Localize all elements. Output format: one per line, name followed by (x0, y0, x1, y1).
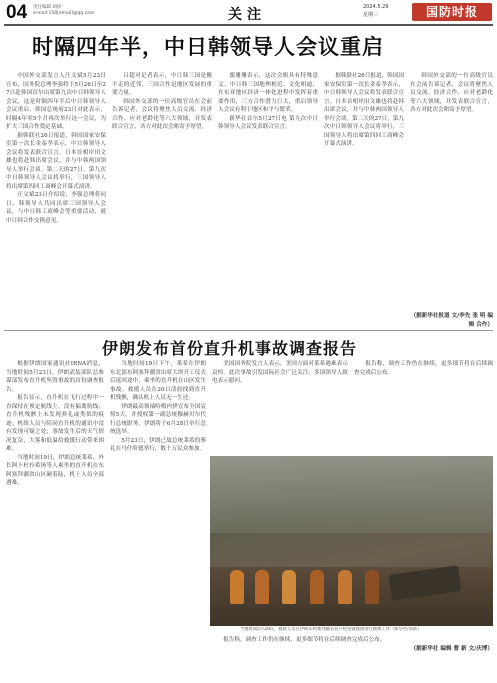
article2-column-3 (212, 360, 348, 452)
editor-email: e-mail:158[email]@qq.com (33, 11, 95, 16)
article1-column-5 (410, 72, 493, 312)
article2-column-2 (110, 360, 206, 678)
article1-paragraph: 韩国外交部的一位高级官员在会前告诉记者，会议将聚焦人员交流、经济合作、应对老龄化等六大领域，并发表联合宣言，各方对此次会晤寄予厚望。 (410, 73, 493, 113)
article2-paragraph: 5月23日，伊朗已故总统莱希的葬礼在马什哈德举行，数十万民众参加。 (110, 437, 206, 452)
article2-paragraph: 报告称，调查工作仍在继续，更多细节将在后续调查完成后公布。 (354, 361, 493, 376)
header-rule (4, 24, 493, 26)
news-photo (210, 456, 493, 626)
article2-paragraph: 当地时间19日，伊朗总统莱希、外长阿卜杜拉希扬等人乘坐的直升机在东阿塞拜疆省山区硬着陆，机上人员全部遇难。 (6, 454, 104, 486)
article2-continuation (212, 636, 493, 678)
article2-paragraph: 美国国务院发言人表示，美国方面对莱希遇难表示哀悼。此次事故引发国际社会广泛关注，多国领导人致电表示慰问。 (212, 361, 348, 384)
article2-paragraph: 当地时间19日下午，莱希在伊朗东北部东阿塞拜疆省出席大坝开工仪式后返回途中，乘坐的直升机在山区发生事故。救援人员在20日清晨找到直升机残骸，确认机上人员无一生还。 (110, 361, 206, 401)
article2-paragraph: 根据伊朗国家通讯社IRNA消息，当地时间5月23日，伊朗武装部队总参谋部发布直升机坠毁事故的首份调查报告。 (6, 361, 104, 393)
article1-headline: 时隔四年半，中日韩领导人会议重启 (32, 34, 384, 59)
article2-column-1 (6, 360, 104, 678)
article1-column-1 (6, 72, 106, 320)
article1-byline: （据新华社报道 文/李先 张 明 编辑 合作） (410, 313, 493, 328)
article2-column-4 (354, 360, 493, 452)
rescuer-figure (338, 570, 352, 604)
editor-line: 责任编辑 胡扬 (33, 5, 62, 10)
page-header (0, 0, 497, 26)
article2-headline: 伊朗发布首份直升机事故调查报告 (102, 339, 358, 358)
article1-paragraph: 据韩联社26日报道，韩国国家安保室第一次长金泰孝表示，中日韩领导人会议将发表联合宣言。日本首相岸田文雄也将赴韩出席会议，并与中韩两国领导人举行会谈。第二天的27日，第九次中日韩领导人会议将举行，三国领导人将出席第四回工商峰会开幕式演讲。 (6, 132, 106, 190)
issue-weekday: 星期三 (363, 12, 379, 18)
article2-paragraph: 报告显示，直升机在飞行过程中一直保持在预定航线上，没有偏离航线；直升机残骸上未发现弹孔或类似的痕迹；机组人员与陪同直升机的通讯中没有发现可疑之处；事故发生后的天气情况复杂，大雾和低温给救援行动带来困难。 (6, 395, 104, 452)
article1-paragraph: 韩国外交部的一位高级官员在会前告诉记者，会议将聚焦人员交流、经济合作、应对老龄化等六大领域，并发表联合宣言，各方对此次会晤寄予厚望。 (112, 98, 212, 130)
article1-column-4 (324, 72, 404, 320)
rescuer-figure (282, 570, 296, 604)
article2-paragraph: 报告称，调查工作仍在继续，更多细节将在后续调查完成后公布。 (223, 637, 386, 643)
article2-byline: （据新华社 编辑 曹 新 文/庆博） (410, 645, 493, 652)
article1-paragraph: 鄢珊珊表示，这次会晤具有特殊意义。中日韩三国地理相近、文化相通，在东亚地区经济一体化进程中发挥着重要作用，三方合作潜力巨大，重启领导人会议有利于地区和平与繁荣。 (218, 73, 318, 113)
page-number: 04 (6, 2, 28, 23)
article1-column-3 (218, 72, 318, 320)
article1-column-2 (112, 72, 212, 320)
rescuer-figure (365, 570, 379, 604)
section-title: 关注 (228, 7, 266, 23)
rescuer-figure (230, 570, 244, 604)
issue-date: 2024.5.29 (363, 4, 389, 10)
article2-paragraph: 伊朗最高领袖哈梅内伊宣布全国哀悼5天，并授权第一副总统穆赫贝尔代行总统职务。伊朗将于6月28日举行总统选举。 (110, 403, 206, 435)
masthead-logo: 国防时报 (412, 3, 492, 21)
photo-caption: 当地时间5月20日，救援人员在伊朗东阿塞拜疆省直升机坠毁现场进行救援工作（新华社/法新） (240, 627, 422, 632)
article-divider (4, 330, 493, 331)
article1-paragraph: 据韩联社26日报道，韩国国家安保室第一次长金泰孝表示，中日韩领导人会议将发表联合宣言。日本首相岸田文雄也将赴韩出席会议，并与中韩两国领导人举行会谈。第二天的27日，第九次中日韩领导人会议将举行，三国领导人将出席第四回工商峰会开幕式演讲。 (324, 73, 404, 147)
article1-paragraph: 新华社首尔5月27日电 第九次中日韩领导人会议发表联合宣言。 (218, 115, 318, 130)
rescuer-figure (255, 570, 269, 604)
rescuer-figure (310, 570, 324, 604)
photo-sky (210, 456, 493, 533)
article1-paragraph: 吕超对记者表示，中日韩三国是搬不走的近邻，三国合作是地区发展的重要力量。 (112, 73, 212, 96)
article1-paragraph: 汪文斌23日介绍说，李强总理将同日、韩领导人共同出席三国领导人会议，与中日韩工商峰会等重要活动，就中日韩合作交换意见。 (6, 192, 106, 224)
article1-paragraph: 中国外交部发言人汪文斌5月23日宣布，国务院总理李强将于5月26日至27日赴韩国首尔出席第九次中日韩领导人会议，这是时隔四年半后中日韩领导人会议重启。韩国总统府23日对此表示，时隔4年零5个月再次举行这一会议，为扩大三国合作奠定基础。 (6, 73, 106, 130)
